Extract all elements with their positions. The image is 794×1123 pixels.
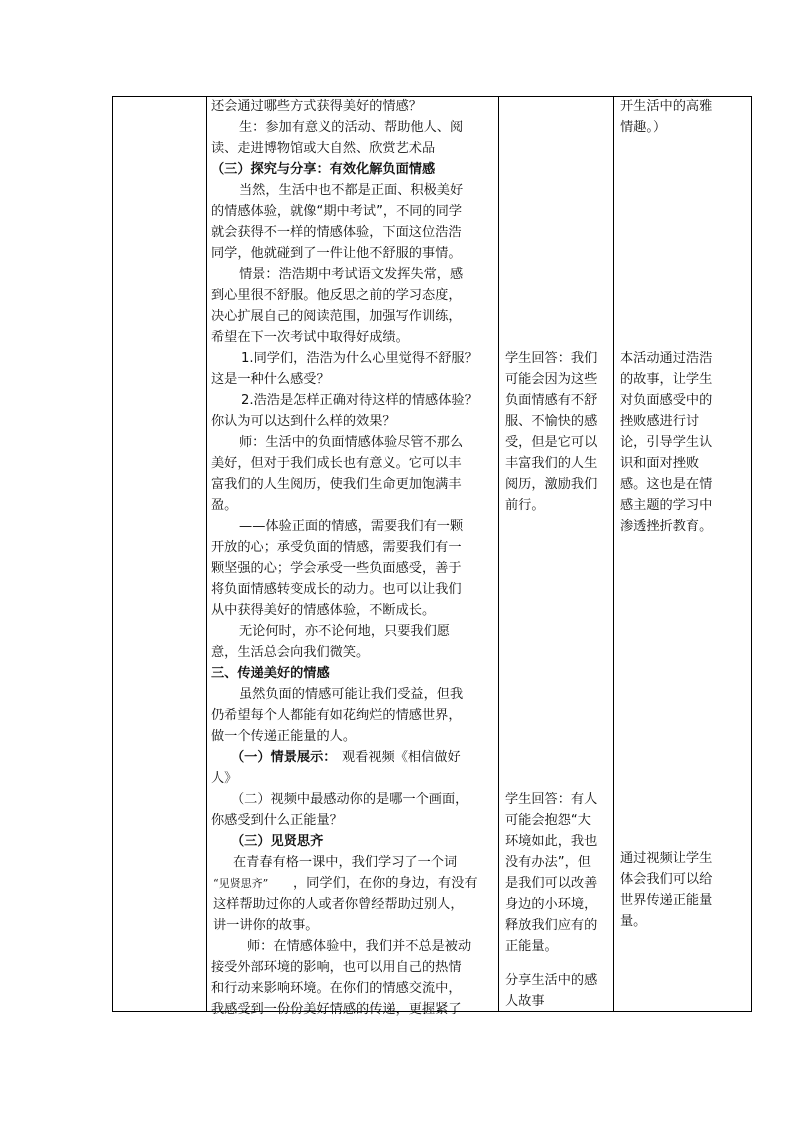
section-heading: 三、传递美好的情感 [211,666,330,681]
text-line: 接受外部环境的影响，也可以用自己的热情 [211,960,462,975]
text-line: ，同学们，在你的身边，有没有 [293,876,478,891]
text-line: 分享生活中的感 [505,973,598,988]
text-line: 本活动通过浩浩 [620,351,713,366]
text-line: 师：在情感体验中，我们并不总是被动 [247,939,472,954]
text-line: ——体验正面的情感，需要我们有一颗 [239,519,464,534]
text-line: 当然，生活中也不都是正面、积极美好 [239,183,464,198]
text-line: 富我们的人生阅历，使我们生命更加饱满丰 [211,477,462,492]
text-line: 受，但是它可以 [505,435,598,450]
text-line: 师：生活中的负面情感体验尽管不那么 [239,435,464,450]
text-line: 虽然负面的情感可能让我们受益，但我 [239,687,464,702]
quoted-term: “见贤思齐” [213,877,269,890]
text-line: 人》 [211,771,238,786]
text-line: 前行。 [505,498,545,513]
text-line: 服、不愉快的感 [505,414,598,429]
text-line: 意，生活总会向我们微笑。 [211,645,370,660]
text-line: 盈。 [211,498,238,513]
text-line: 感。这也是在情 [620,477,713,492]
section-heading: （一）情景展示： [231,750,337,765]
text-line: 渗透挫折教育。 [620,519,713,534]
text-line: 无论何时，亦不论何地，只要我们愿 [239,624,450,639]
text-line: 你认为可以达到什么样的效果？ [211,414,396,429]
text-line: 讲一讲你的故事。 [213,918,319,933]
text-line: 颗坚强的心；学会承受一些负面感受，善于 [211,561,462,576]
text-line: 正能量。 [505,939,558,954]
column-divider [498,97,499,1011]
question-line: 1.同学们，浩浩为什么心里觉得不舒服？ [241,351,478,366]
text-line: 到心里很不舒服。他反思之前的学习态度， [211,288,462,303]
text-line: 对负面感受中的 [620,393,713,408]
text-line: 论，引导学生认 [620,435,713,450]
text-line: 和行动来影响环境。在你们的情感交流中， [211,981,462,996]
text-line: 希望在下一次考试中取得好成绩。 [211,330,409,345]
text-line: 阅历，激励我们 [505,477,598,492]
text-line: 人故事 [505,994,545,1009]
text-line: 将负面情感转变成长的动力。也可以让我们 [211,582,462,597]
text-line: 我感受到一份份美好情感的传递，更握紧了 [211,1002,462,1017]
column-divider [613,97,614,1011]
text-line: 世界传递正能量 [620,893,713,908]
text-line: 就会获得不一样的情感体验，下面这位浩浩 [211,225,462,240]
text-line: 美好，但对于我们成长也有意义。它可以丰 [211,456,462,471]
text-line: 感主题的学习中 [620,498,713,513]
question-line: （二）视频中最感动你的是哪一个画面， [231,792,469,807]
text-line: 你感受到什么正能量？ [211,813,343,828]
text-line: 情景：浩浩期中考试语文发挥失常，感 [239,267,464,282]
text-line: 开生活中的高雅 [620,99,713,114]
text-line: 在青春有格一课中，我们学习了一个词 [233,855,458,870]
text-line: 的故事，让学生 [620,372,713,387]
text-line: 情趣。） [620,120,667,135]
text-line: 环境如此，我也 [505,834,598,849]
text-line: 识和面对挫败 [620,456,700,471]
question-line: 2.浩浩是怎样正确对待这样的情感体验？ [241,393,478,408]
text-line: 从中获得美好的情感体验，不断成长。 [211,603,436,618]
lesson-plan-table [112,96,752,1017]
text-line: 同学，他就碰到了一件让他不舒服的事情。 [211,246,462,261]
text-line: 的情感体验，就像“期中考试”，不同的同学 [211,204,463,219]
text-line: 生：参加有意义的活动、帮助他人、阅 [239,120,464,135]
text-line: 可能会因为这些 [505,372,598,387]
text-line: 通过视频让学生 [620,851,713,866]
text-line: 量。 [620,914,647,929]
text-line: 可能会抱怨“大 [505,813,591,828]
section-heading: （三）见贤思齐 [231,834,324,849]
text-line: 开放的心；承受负面的情感，需要我们有一 [211,540,462,555]
text-line: 还会通过哪些方式获得美好的情感？ [211,99,422,114]
section-heading: （三）探究与分享：有效化解负面情感 [211,162,436,177]
text-line: 没有办法”，但 [505,855,591,870]
text-line: 释放我们应有的 [505,918,598,933]
text-line: 观看视频《相信做好 [342,750,461,765]
text-line: 这样帮助过你的人或者你曾经帮助过别人， [213,897,464,912]
text-line: 丰富我们的人生 [505,456,598,471]
text-line: 读、走进博物馆或大自然、欣赏艺术品 [211,141,436,156]
text-line: 学生回答：有人 [505,792,598,807]
text-line: 体会我们可以给 [620,872,713,887]
text-line: 负面情感有不舒 [505,393,598,408]
text-line: 是我们可以改善 [505,876,598,891]
text-line: 决心扩展自己的阅读范围，加强写作训练， [211,309,462,324]
text-line: 学生回答：我们 [505,351,598,366]
text-line: 这是一种什么感受？ [211,372,330,387]
column-divider [206,97,207,1011]
text-line: 做一个传递正能量的人。 [211,729,357,744]
text-line: 仍希望每个人都能有如花绚烂的情感世界， [211,708,462,723]
text-line: 挫败感进行讨 [620,414,700,429]
text-line: 身边的小环境， [505,897,598,912]
